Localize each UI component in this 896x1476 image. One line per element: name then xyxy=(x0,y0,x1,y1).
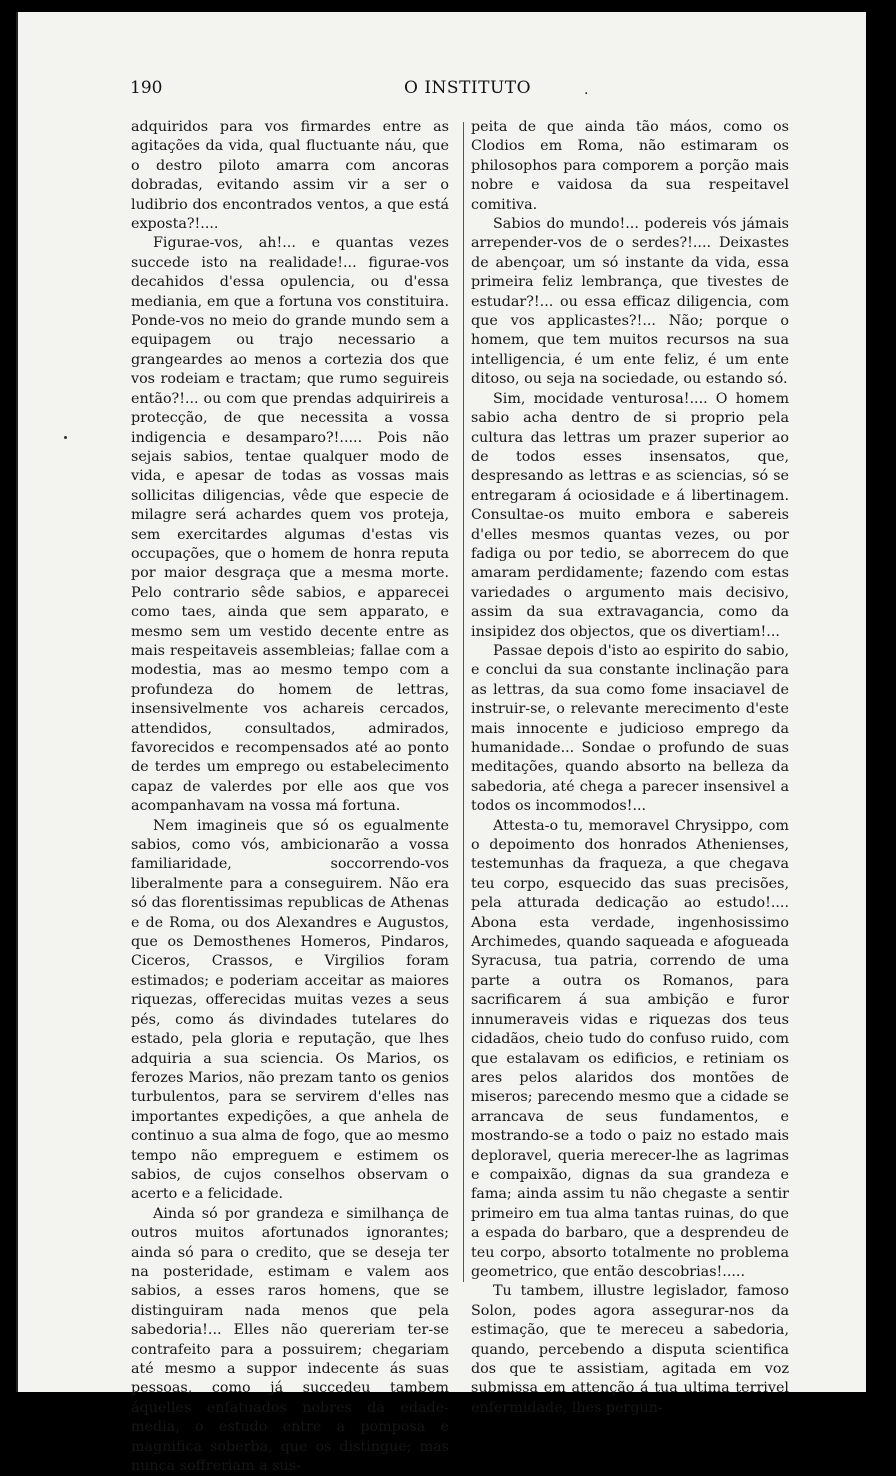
header-mark: . xyxy=(584,82,589,98)
ink-speck xyxy=(64,436,67,439)
running-title: O INSTITUTO xyxy=(404,78,532,98)
right-column xyxy=(471,118,789,1418)
paragraph: Attesta-o tu, memoravel Chrysippo, com o depoimento dos honrados Athenienses, testemunhas da fraqueza, a que chegava teu corpo, esquecido das suas precisões, pela atturada dedicação ao estudo!.... Abona esta verdade, ingenhosissimo Archimedes, quando saqueada e afogueada Syracusa, tua patria, correndo de uma parte a outra os Romanos, para sacrificarem á sua ambição e furor innumeraveis vidas e riquezas dos teus cidadãos, cheio tudo do confuso ruido, com que estalavam os edificios, e retiniam os ares pelos alaridos dos montões de miseros; parecendo mesmo que a cidade se arrancava de seus fundamentos, e mostrando-se a todo o paiz no estado mais deploravel, queria merecer-lhe as lagrimas e compaixão, dignas da sua grandeza e fama; ainda assim tu não chegaste a sentir primeiro em tua alma tantas ruinas, do que a espada do barbaro, que a desprendeu de teu corpo, absorto totalmente no problema geometrico, que então descobrias!..... xyxy=(471,817,789,1280)
paragraph: peita de que ainda tão máos, como os Clodios em Roma, não estimaram os philosophos para comporem a porção mais nobre e vaidosa da sua respeitavel comitiva. xyxy=(471,119,789,213)
running-header xyxy=(130,78,830,104)
paragraph: Passae depois d'isto ao espirito do sabio, e conclui da sua constante inclinação para as lettras, da sua como fome insaciavel de instruir-se, o relevante merecimento d'este mais innocente e judicioso emprego da humanidade... Sondae o profundo de suas meditações, quando absorto na belleza da sabedoria, até chega a parecer insensivel a todos os incommodos!... xyxy=(471,642,789,815)
paragraph: adquiridos para vos firmardes entre as agitações da vida, qual fluctuante náu, que o destro piloto amarra com ancoras dobradas, evitando assim vir a ser o ludibrio dos encontrados ventos, a que está exposta?!.... xyxy=(131,119,449,233)
left-column xyxy=(131,118,449,1476)
paragraph: Nem imagineis que só os egualmente sabios, como vós, ambicionarão a vossa familiaridade, soccorrendo-vos liberalmente para a conseguirem. Não era só das florentissimas republicas de Athenas e de Roma, ou dos Alexandres e Augustos, que os Demosthenes Homeros, Pindaros, Ciceros, Crassos, e Virgilios foram estimados; e poderiam acceitar as maiores riquezas, offerecidas muitas vezes a seus pés, como ás divindades tutelares do estado, pela gloria e reputação, que lhes adquiria a sua sciencia. Os Marios, os ferozes Marios, não prezam tanto os genios turbulentos, para se servirem d'elles nas importantes expedições, a que anhela de continuo a sua alma de fogo, que ao mesmo tempo não empreguem e estimem os sabios, de cujos conselhos observam o acerto e a felicidade. xyxy=(131,817,449,1203)
paragraph: Sabios do mundo!... podereis vós jámais arrepender-vos de o serdes?!.... Deixastes de abençoar, um só instante da vida, essa primeira feliz lembrança, que tivestes de estudar?!... ou essa efficaz diligencia, com que vos applicastes?!... Não; porque o homem, que tem muitos recursos na sua intelligencia, é um ente feliz, é um ente ditoso, ou seja na sociedade, ou estando só. xyxy=(471,216,789,388)
column-divider xyxy=(463,122,464,1282)
paragraph: Figurae-vos, ah!... e quantas vezes succede isto na realidade!... figurae-vos decahidos d'essa opulencia, ou d'essa mediania, em que a fortuna vos constituira. Ponde-vos no meio do grande mundo sem a equipagem ou trajo necessario a grangeardes ao menos a cortezia dos que vos rodeiam e tractam; que rumo seguireis então?!... ou com que prendas adquirireis a protecção, de que necessita a vossa indigencia e desamparo?!..... Pois não sejais sabios, tentae qualquer modo de vida, e apesar de todas as vossas mais sollicitas diligencias, vêde que especie de milagre será achardes quem vos proteja, sem exercitardes algumas d'estas vis occupações, que o homem de honra reputa por maior desgraça que a mesma morte. Pelo contrario sêde sabios, e apparecei como taes, ainda que sem apparato, e mesmo sem um vestido decente entre as mais respeitaveis assembleias; fallae com a modestia, mas ao mesmo tempo com a profundeza do homem de lettras, insensivelmente vos achareis cercados, attendidos, consultados, admirados, favorecidos e recompensados até ao ponto de terdes um emprego ou estabelecimento capaz de valerdes por elle aos que vos acompanhavam na vossa má fortuna. xyxy=(131,235,449,815)
paragraph: Ainda só por grandeza e similhança de outros muitos afortunados ignorantes; ainda só para o credito, que se deseja ter na posteridade, estimam e valem aos sabios, a esses raros homens, que se distinguiram nada menos que pela sabedoria!... Elles não quereriam ter-se contrafeito para a possuirem; chegariam até mesmo a suppor indecente ás suas pessoas, como já succedeu tambem áquelles enfatuados nobres da edade-media, o estudo entre a pomposa e magnifica soberba, que os distingue; mas nunca soffreriam a sus- xyxy=(131,1205,449,1475)
paragraph: Sim, mocidade venturosa!.... O homem sabio acha dentro de si proprio pela cultura das lettras um prazer superior ao de todos esses insensatos, que, despresando as lettras e as sciencias, só se entregaram á ociosidade e á libertinagem. Consultae-os muito embora e sabereis d'elles mesmos quantas vezes, ou por fadiga ou por tedio, se aborrecem do que amaram perdidamente; fazendo com estas variedades o argumento mais decisivo, assim da sua extravagancia, como da insipidez dos objectos, que os divertiam!... xyxy=(471,390,789,640)
paragraph: Tu tambem, illustre legislador, famoso Solon, podes agora assegurar-nos da estimação, que te mereceu a sabedoria, quando, percebendo a disputa scientifica dos que te assistiam, agitada em voz submissa em attenção á tua ultima terrivel enfermidade, lhes pergun- xyxy=(471,1283,789,1416)
page-number: 190 xyxy=(130,78,163,98)
